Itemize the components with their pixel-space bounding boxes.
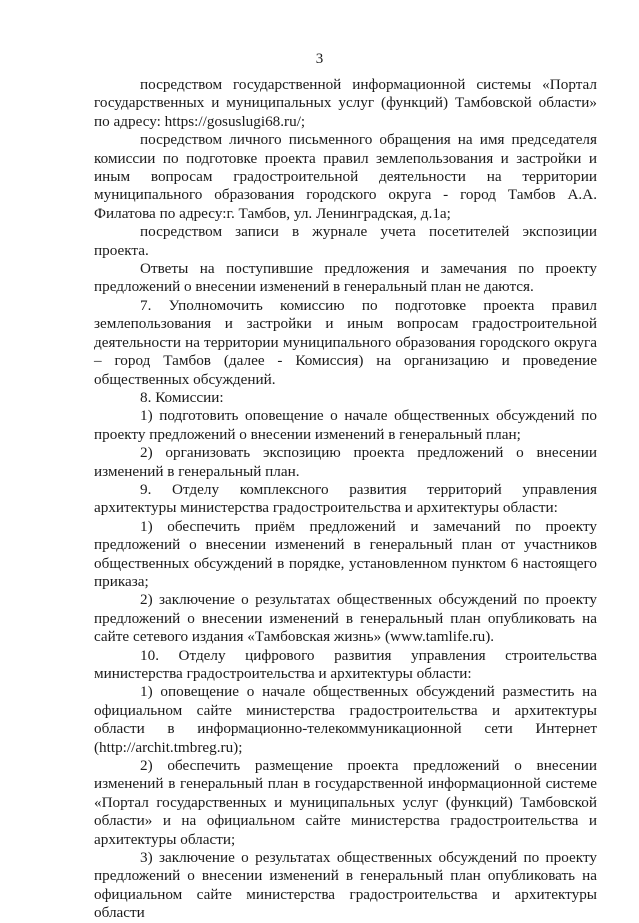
- paragraph-item-10-3: 3) заключение о результатах общественных обсуждений по проекту предложений о внесении изменений в генеральный план опубликовать на официальном сайте министерства градостроительства и архитектуры области: [94, 849, 597, 922]
- page-number: 3: [315, 51, 324, 67]
- paragraph-item-10-2: 2) обеспечить размещение проекта предложений о внесении изменений в генеральный план в государственной информационной системе «Портал государственных и муниципальных услуг (функций) Тамбовской области» и на официальном сайте министерства градостроительства и архитектуры области;: [94, 757, 597, 848]
- paragraph-item-8-2: 2) организовать экспозицию проекта предложений о внесении изменений в генеральный план.: [94, 444, 597, 480]
- paragraph-item-9-2: 2) заключение о результатах общественных обсуждений по проекту предложений о внесении изменений в генеральный план опубликовать на сайте сетевого издания «Тамбовская жизнь» (www.tamlife.ru).: [94, 591, 597, 646]
- paragraph-item-10: 10. Отделу цифрового развития управления строительства министерства градостроительства и архитектуры области:: [94, 646, 597, 682]
- paragraph-no-replies: Ответы на поступившие предложения и замечания по проекту предложений о внесении изменений в генеральный план не даются.: [94, 260, 597, 296]
- paragraph-written-appeal: посредством личного письменного обращения на имя председателя комиссии по подготовке проекта правил землепользования и застройки и иным вопросам градостроительной деятельности на территории муниципального образования городского округа - город Тамбов А.А. Филатова по адресу:г. Тамбов, ул. Ленинградская, д.1а;: [94, 131, 597, 222]
- paragraph-visitor-journal: посредством записи в журнале учета посетителей экспозиции проекта.: [94, 223, 597, 259]
- paragraph-item-8: 8. Комиссии:: [140, 388, 224, 406]
- document-body: [94, 76, 597, 923]
- paragraph-item-7: 7. Уполномочить комиссию по подготовке проекта правил землепользования и застройки и иным вопросам градостроительной деятельности на территории муниципального образования городского округа – город Тамбов (далее - Комиссия) на организацию и проведение общественных обсуждений.: [94, 296, 597, 388]
- paragraph-item-9-1: 1) обеспечить приём предложений и замечаний по проекту предложений о внесении изменений в генеральный план от участников общественных обсуждений в порядке, установленном пунктом 6 настоящего приказа;: [94, 517, 597, 590]
- paragraph-item-8-1: 1) подготовить оповещение о начале общественных обсуждений по проекту предложений о внесении изменений в генеральный план;: [94, 407, 597, 443]
- paragraph-item-9: 9. Отделу комплексного развития территорий управления архитектуры министерства градостроительства и архитектуры области:: [94, 480, 597, 517]
- paragraph-portal-submission: посредством государственной информационной системы «Портал государственных и муниципальных услуг (функций) Тамбовской области» по адресу: https://gosuslugi68.ru/;: [94, 76, 597, 130]
- paragraph-item-10-1: 1) оповещение о начале общественных обсуждений разместить на официальном сайте министерства градостроительства и архитектуры области в информационно-телекоммуникационной сети Интернет (http://archit.tmbreg.ru);: [94, 683, 597, 756]
